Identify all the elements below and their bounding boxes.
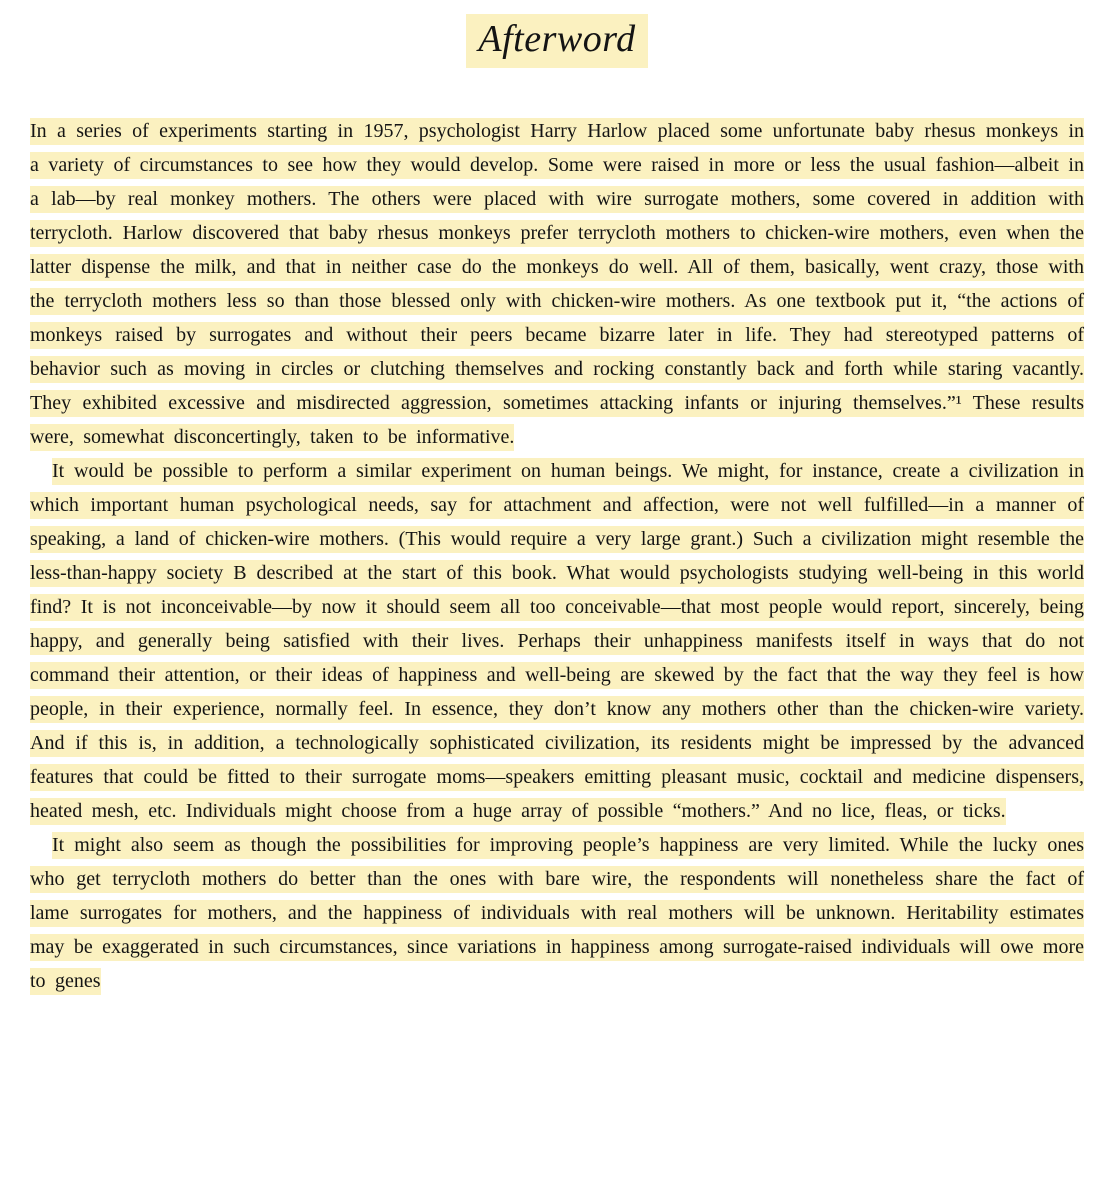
paragraph-text: In a series of experiments starting in 1957, psychologist Harry Harlow placed some unfortunate baby rhesus monkeys in a variety of circumstances to see how they would develop. Some were raised in more or less the usual fashion—albeit in a lab—by real monkey mothers. The others were placed with wire surrogate mothers, some covered in addition with terrycloth. Harlow discovered that baby rhesus monkeys prefer terrycloth mothers to chicken-wire mothers, even when the latter dispense the milk, and that in neither case do the monkeys do well. All of them, basically, went crazy, those with the terrycloth mothers less so than those blessed only with chicken-wire mothers. As one textbook put it, “the actions of monkeys raised by surrogates and without their peers became bizarre later in life. They had stereotyped patterns of behavior such as moving in circles or clutching themselves and rocking constantly back and forth while staring vacantly. They exhibited excessive and misdirected aggression, sometimes attacking infants or injuring themselves.”¹ These results were, somewhat disconcertingly, taken to be informative. [30, 118, 1084, 451]
paragraph [30, 114, 1084, 454]
paragraph [30, 454, 1084, 828]
page-title-text: Afterword [466, 14, 647, 68]
paragraph [30, 828, 1084, 998]
page-title [30, 14, 1084, 68]
paragraph-text: It would be possible to perform a similar experiment on human beings. We might, for instance, create a civilization in which important human psychological needs, say for attachment and affection, were not well fulfilled—in a manner of speaking, a land of chicken-wire mothers. (This would require a very large grant.) Such a civilization might resemble the less-than-happy society B described at the start of this book. What would psychologists studying well-being in this world find? It is not inconceivable—by now it should seem all too conceivable—that most people would report, sincerely, being happy, and generally being satisfied with their lives. Perhaps their unhappiness manifests itself in ways that do not command their attention, or their ideas of happiness and well-being are skewed by the fact that the way they feel is how people, in their experience, normally feel. In essence, they don’t know any mothers other than the chicken-wire variety. And if this is, in addition, a technologically sophisticated civilization, its residents might be impressed by the advanced features that could be fitted to their surrogate moms—speakers emitting pleasant music, cocktail and medicine dispensers, heated mesh, etc. Individuals might choose from a huge array of possible “mothers.” And no lice, fleas, or ticks. [30, 458, 1084, 825]
document-body [30, 114, 1084, 998]
paragraph-text: It might also seem as though the possibilities for improving people’s happiness are very limited. While the lucky ones who get terrycloth mothers do better than the ones with bare wire, the respondents will nonetheless share the fact of lame surrogates for mothers, and the happiness of individuals with real mothers will be unknown. Heritability estimates may be exaggerated in such circumstances, since variations in happiness among surrogate-raised individuals will owe more to genes [30, 832, 1084, 995]
